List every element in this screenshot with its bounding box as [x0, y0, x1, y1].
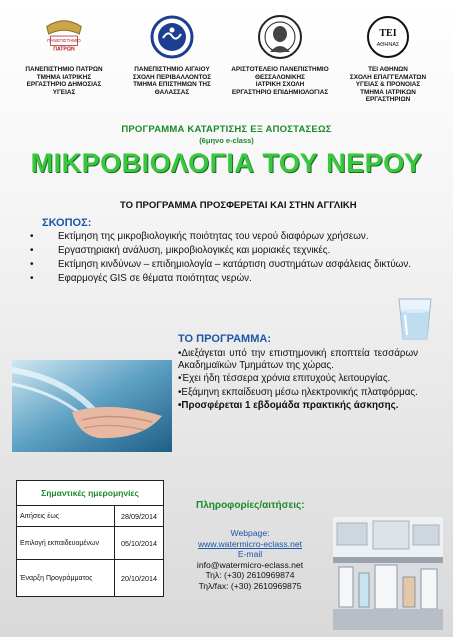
list-item: • Εργαστηριακή ανάλυση, μικροβιολογικές και μοριακές τεχνικές.: [30, 245, 425, 257]
patras-logo-text-2: ΠΑΤΡΩΝ: [53, 46, 75, 53]
tei-logo-text-1: ΤΕΙ: [379, 28, 397, 39]
logo-auth-block: [226, 14, 334, 96]
list-item: • Εκτίμηση της μικροβιολογικής ποιότητας του νερού διαφόρων χρήσεων.: [30, 231, 425, 243]
contact-block: [180, 528, 320, 592]
caption-line: ΠΑΝΕΠΙΣΤΗΜΙΟ ΑΙΓΑΙΟΥ: [134, 66, 210, 73]
date-label: Έναρξη Προγράμματος: [17, 560, 115, 597]
caption-line: ΠΑΝΕΠΙΣΤΗΜΙΟ ΠΑΤΡΩΝ: [25, 66, 103, 73]
webpage-label: Webpage:: [230, 528, 270, 538]
water-glass-image: [393, 295, 437, 346]
patras-logo-text-1: ΠΑΝΕΠΙΣΤΗΜΙΟ: [47, 37, 81, 43]
caption-line: ΘΑΛΑΣΣΑΣ: [154, 88, 190, 96]
caption-line: ΥΓΕΙΑΣ: [52, 88, 76, 96]
date-label: Επιλογή εκπαιδευομένων: [17, 527, 115, 560]
caption-line: ΕΡΓΑΣΤΗΡΙΟ ΔΗΜΟΣΙΑΣ: [26, 81, 102, 89]
logos-row: [0, 14, 453, 124]
date-value: 28/09/2014: [115, 506, 164, 527]
list-item: • Εφαρμογές GIS σε θέματα ποιότητας νερών.: [30, 273, 425, 285]
caption-line: ΕΡΓΑΣΤΗΡΙΩΝ: [365, 96, 411, 104]
table-row: [17, 560, 164, 597]
dates-heading: Σημαντικές ημερομηνίες: [17, 481, 164, 506]
list-item: •Έχει ήδη τέσσερα χρόνια επιτυχούς λειτουργίας.: [178, 373, 391, 385]
auth-caption: [226, 66, 334, 96]
laboratory-image: [333, 517, 443, 630]
auth-logo-icon: [257, 14, 303, 60]
webpage-link[interactable]: www.watermicro-eclass.net: [197, 538, 303, 549]
date-value: 20/10/2014: [115, 560, 164, 597]
program-title: ΠΡΟΓΡΑΜΜΑ ΚΑΤΑΡΤΙΣΗΣ ΕΞ ΑΠΟΣΤΑΣΕΩΣ: [121, 124, 332, 135]
dates-table: [16, 480, 164, 597]
table-row: [17, 527, 164, 560]
aegean-logo-icon: [149, 14, 195, 60]
caption-line: ΤΜΗΜΑ ΕΠΙΣΤΗΜΩΝ ΤΗΣ: [133, 81, 211, 89]
list-item: •Διεξάγεται υπό την επιστημονική εποπτεία τεσσάρων Ακαδημαϊκών Τμημάτων της χώρας.: [178, 348, 418, 371]
main-title: ΜΙΚΡΟΒΙΟΛΟΓΙΑ ΤΟΥ ΝΕΡΟΥ: [30, 148, 423, 178]
patras-caption: [10, 66, 118, 96]
tei-caption: [334, 66, 442, 104]
patras-logo-icon: [41, 14, 87, 60]
aegean-caption: [118, 66, 226, 96]
caption-line: ΤΕΙ ΑΘΗΝΩΝ: [368, 66, 408, 73]
caption-line: ΤΜΗΜΑ ΙΑΤΡΙΚΗΣ: [36, 73, 92, 81]
caption-line: ΘΕΣΣΑΛΟΝΙΚΗΣ: [254, 73, 306, 81]
phone-fax-number: Τηλ/fax: (+30) 2610969875: [198, 580, 302, 591]
caption-line: ΑΡΙΣΤΟΤΕΛΕΙΟ ΠΑΝΕΠΙΣΤΗΜΙΟ: [231, 66, 329, 73]
date-label: Αιτήσεις έως: [17, 506, 115, 527]
skopos-list: [30, 231, 425, 287]
logo-aegean-block: [118, 14, 226, 96]
caption-line: ΕΡΓΑΣΤΗΡΙΟ ΕΠΙΔΗΜΙΟΛΟΓΙΑΣ: [231, 88, 329, 96]
caption-line: ΣΧΟΛΗ ΠΕΡΙΒΑΛΛΟΝΤΟΣ: [132, 73, 212, 81]
program-subtitle: (6μηνο e-class): [199, 136, 254, 145]
list-item: •Εξάμηνη εκπαίδευση μέσω ηλεκτρονικής πλατφόρμας.: [178, 386, 418, 398]
tei-logo-icon: [365, 14, 411, 60]
caption-line: ΥΓΕΙΑΣ & ΠΡΟΝΟΙΑΣ: [355, 81, 421, 89]
hands-water-image: [12, 360, 172, 452]
skopos-heading: ΣΚΟΠΟΣ:: [42, 217, 92, 229]
email-label: E-mail: [237, 549, 263, 560]
offer-note: ΤΟ ΠΡΟΓΡΑΜΜΑ ΠΡΟΣΦΕΡΕΤΑΙ ΚΑΙ ΣΤΗΝ ΑΓΓΛΙΚΗ: [120, 200, 357, 211]
caption-line: ΙΑΤΡΙΚΗ ΣΧΟΛΗ: [255, 81, 305, 89]
tei-logo-text-2: ΑΘΗΝΑΣ: [376, 42, 400, 48]
date-value: 05/10/2014: [115, 527, 164, 560]
table-row: [17, 506, 164, 527]
list-item: • Εκτίμηση κινδύνων – επιδημιολογία – κατάρτιση συστημάτων ασφάλειας δικτύων.: [30, 259, 425, 271]
list-item: •Προσφέρεται 1 εβδομάδα πρακτικής άσκησης.: [178, 400, 399, 412]
info-heading: Πληροφορίες/αιτήσεις:: [196, 500, 305, 511]
program-list: [178, 348, 418, 414]
caption-line: ΣΧΟΛΗ ΕΠΑΓΓΕΛΜΑΤΩΝ: [349, 73, 427, 81]
email-address[interactable]: info@watermicro-eclass.net: [196, 559, 304, 570]
program-heading: ΤΟ ΠΡΟΓΡΑΜΜΑ:: [178, 333, 271, 345]
logo-patras-block: [10, 14, 118, 96]
phone-number: Τηλ: (+30) 2610969874: [205, 570, 295, 581]
logo-tei-block: [334, 14, 442, 104]
caption-line: ΤΜΗΜΑ ΙΑΤΡΙΚΩΝ: [360, 88, 416, 96]
